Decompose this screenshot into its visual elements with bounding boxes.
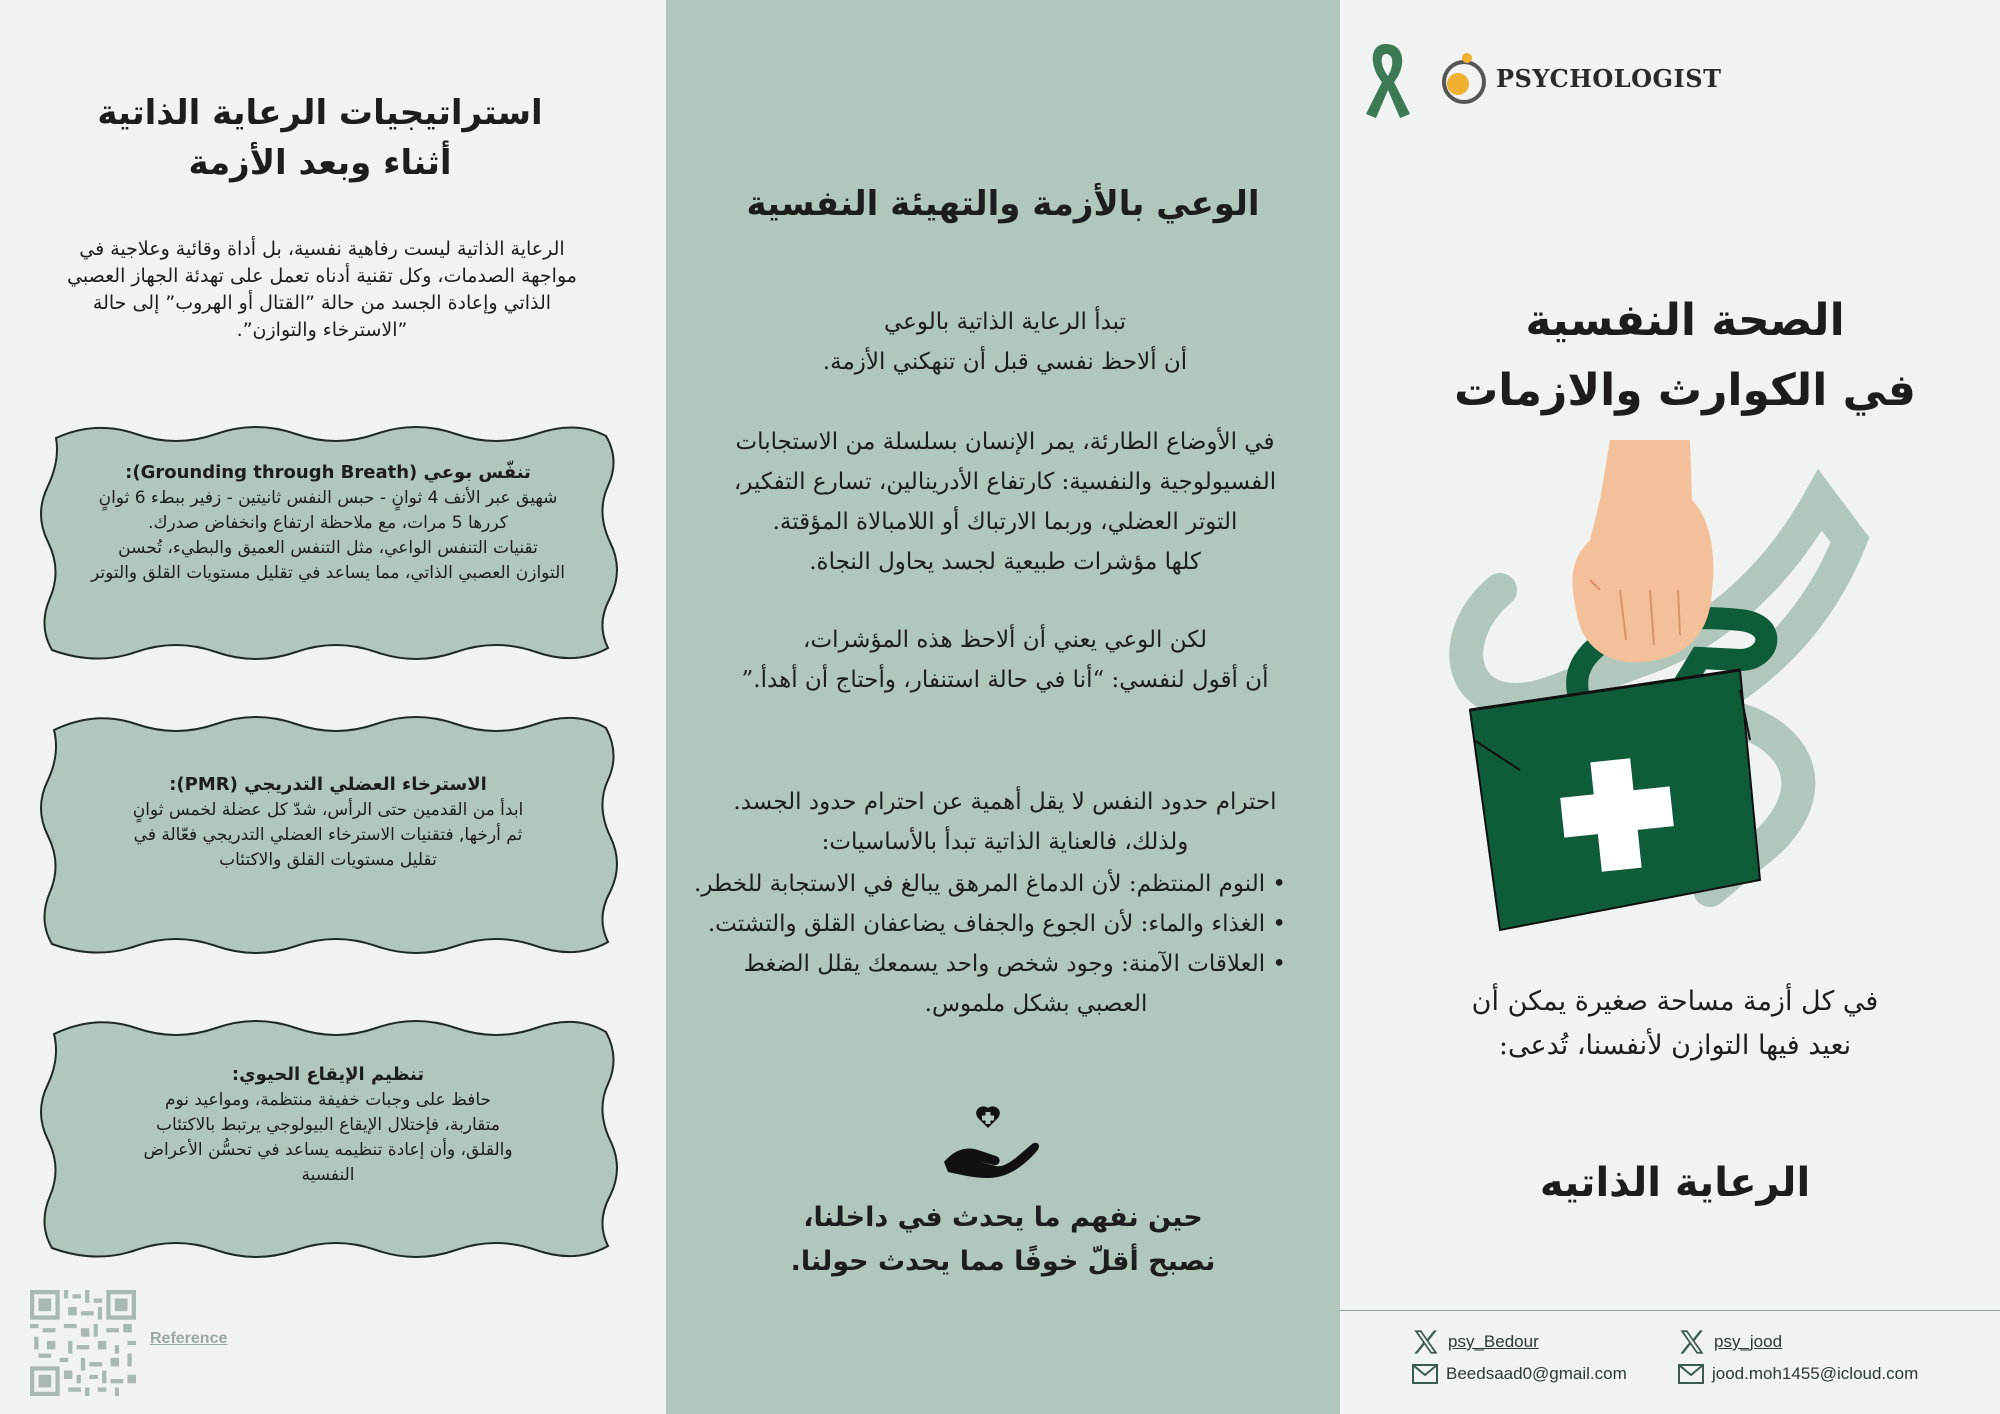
strategies-title <box>60 88 580 188</box>
x-logo-icon <box>1678 1328 1706 1356</box>
footer-divider <box>1340 1310 2000 1311</box>
para-line: لكن الوعي يعني أن ألاحظ هذه المؤشرات، <box>803 627 1207 653</box>
tagline <box>1440 980 1910 1068</box>
pmr-content <box>76 772 580 873</box>
list-item: • النوم المنتظم: لأن الدماغ المرهق يبالغ في الاستجابة للخطر. <box>694 871 1286 897</box>
self-care-label: الرعاية الذاتيه <box>1539 1160 1811 1206</box>
pmr-box <box>36 710 620 960</box>
x-logo-icon <box>1412 1328 1440 1356</box>
tagline-line-2: نعيد فيها التوازن لأنفسنا، تُدعى: <box>1498 1030 1852 1061</box>
rhythm-content <box>76 1062 580 1188</box>
breathing-line-2: كررها 5 مرات، مع ملاحظة ارتفاع وانخفاض صدرك. <box>148 513 508 533</box>
para-line: ولذلك، فالعناية الذاتية تبدأ بالأساسيات: <box>821 829 1189 855</box>
breathing-line-3: تقنيات التنفس الواعي، مثل التنفس العميق والبطيء، تُحسن <box>118 538 538 558</box>
rhythm-line-2: متقاربة، فإختلال الإيقاع البيولوجي يرتبط بالاكتئاب <box>156 1115 500 1135</box>
email-address[interactable]: jood.moh1455@icloud.com <box>1712 1364 1919 1383</box>
closing-line-2: نصبح أقلّ خوفًا مما يحدث حولنا. <box>790 1246 1216 1277</box>
breathing-heading: تنفّس بوعي (Grounding through Breath): <box>125 462 531 483</box>
pmr-line-3: تقليل مستويات القلق والاكتئاب <box>219 850 437 870</box>
breathing-line-4: التوازن العصبي الذاتي، مما يساعد في تقليل مستويات القلق والتوتر <box>90 563 565 583</box>
pmr-heading: الاسترخاء العضلي التدريجي (PMR): <box>169 774 487 795</box>
contact-x-jood[interactable] <box>1678 1328 1782 1356</box>
rhythm-line-4: النفسية <box>301 1165 355 1185</box>
awareness-para-1 <box>680 302 1330 382</box>
main-title-line2: في الكوارث والازمات <box>1454 365 1916 416</box>
strategies-intro: الرعاية الذاتية ليست رفاهية نفسية، بل أداة وقائية وعلاجية في مواجهة الصدمات، وكل تقنية أدناه تعمل على تهدئة الجهاز العصبي الذاتي وإعادة الجسد من حالة ”القتال أو الهروب” إلى حالة ”الاسترخاء والتوازن”. <box>67 238 577 341</box>
pmr-line-2: ثم أرخها, فتقنيات الاسترخاء العضلي التدريجي فعّالة في <box>133 825 523 845</box>
mail-icon <box>1412 1364 1438 1384</box>
list-item-continuation: العصبي بشكل ملموس. <box>924 991 1148 1017</box>
awareness-para-4 <box>680 782 1330 862</box>
strategies-title-line2: أثناء وبعد الأزمة <box>188 143 452 183</box>
email-address[interactable]: Beedsaad0@gmail.com <box>1446 1364 1627 1383</box>
list-item: • العلاقات الآمنة: وجود شخص واحد يسمعك يقلل الضغط <box>743 951 1286 977</box>
para-line: الفسيولوجية والنفسية: كارتفاع الأدرينالين، تسارع التفكير، <box>733 469 1277 495</box>
psychologist-mark-icon <box>1444 53 1484 102</box>
tagline-line-1: في كل أزمة مساحة صغيرة يمكن أن <box>1471 986 1879 1017</box>
awareness-ribbon-icon <box>1366 44 1410 118</box>
para-line: التوتر العضلي، وربما الارتباك أو اللامبالاة المؤقتة. <box>772 509 1238 535</box>
breathing-box <box>36 420 620 666</box>
breathing-line-1: شهيق عبر الأنف 4 ثوانٍ - حبس النفس ثانيتين - زفير ببطء 6 ثوانٍ <box>98 488 558 508</box>
contact-email-bedour[interactable] <box>1412 1364 1627 1384</box>
pmr-line-1: ابدأ من القدمين حتى الرأس، شدّ كل عضلة لخمس ثوانٍ <box>132 800 524 820</box>
rhythm-line-3: والقلق، وأن إعادة تنظيمه يساعد في تحسُّن الأعراض <box>143 1140 513 1160</box>
para-line: احترام حدود النفس لا يقل أهمية عن احترام حدود الجسد. <box>733 789 1277 815</box>
para-line: تبدأ الرعاية الذاتية بالوعي <box>883 309 1127 335</box>
main-title <box>1440 286 1930 426</box>
awareness-title: الوعي بالأزمة والتهيئة النفسية <box>746 184 1260 224</box>
rhythm-line-1: حافظ على وجبات خفيفة منتظمة، ومواعيد نوم <box>164 1090 492 1110</box>
basics-list <box>686 864 1286 1024</box>
first-aid-kit-illustration-icon <box>1440 440 1880 950</box>
para-line: في الأوضاع الطارئة، يمر الإنسان بسلسلة من الاستجابات <box>735 429 1275 455</box>
para-line: أن أقول لنفسي: “أنا في حالة استنفار، وأحتاج أن أهدأ.” <box>741 667 1269 693</box>
mail-icon <box>1678 1364 1704 1384</box>
strategies-title-line1: استراتيجيات الرعاية الذاتية <box>97 93 543 133</box>
rhythm-box <box>36 1014 620 1264</box>
x-handle[interactable]: psy_Bedour <box>1448 1332 1539 1351</box>
caring-hand-heart-icon <box>940 1106 1040 1182</box>
closing-quote <box>666 1196 1340 1284</box>
para-line: كلها مؤشرات طبيعية لجسد يحاول النجاة. <box>809 549 1201 575</box>
closing-line-1: حين نفهم ما يحدث في داخلنا، <box>803 1202 1203 1233</box>
para-line: أن ألاحظ نفسي قبل أن تنهكني الأزمة. <box>822 349 1188 375</box>
x-handle[interactable]: psy_jood <box>1714 1332 1783 1351</box>
awareness-para-3 <box>680 620 1330 700</box>
contact-email-jood[interactable] <box>1678 1364 1918 1384</box>
main-title-line1: الصحة النفسية <box>1525 295 1845 346</box>
contact-x-bedour[interactable] <box>1412 1328 1539 1356</box>
rhythm-heading: تنظيم الإيقاع الحيوي: <box>231 1064 425 1085</box>
qr-code-icon[interactable] <box>30 1290 136 1396</box>
awareness-para-2 <box>680 422 1330 582</box>
list-item: • الغذاء والماء: لأن الجوع والجفاف يضاعفان القلق والتشتت. <box>707 911 1286 937</box>
reference-link[interactable]: Reference <box>150 1330 228 1347</box>
breathing-content <box>76 460 580 586</box>
brand-name: PSYCHOLOGIST <box>1496 64 1722 93</box>
